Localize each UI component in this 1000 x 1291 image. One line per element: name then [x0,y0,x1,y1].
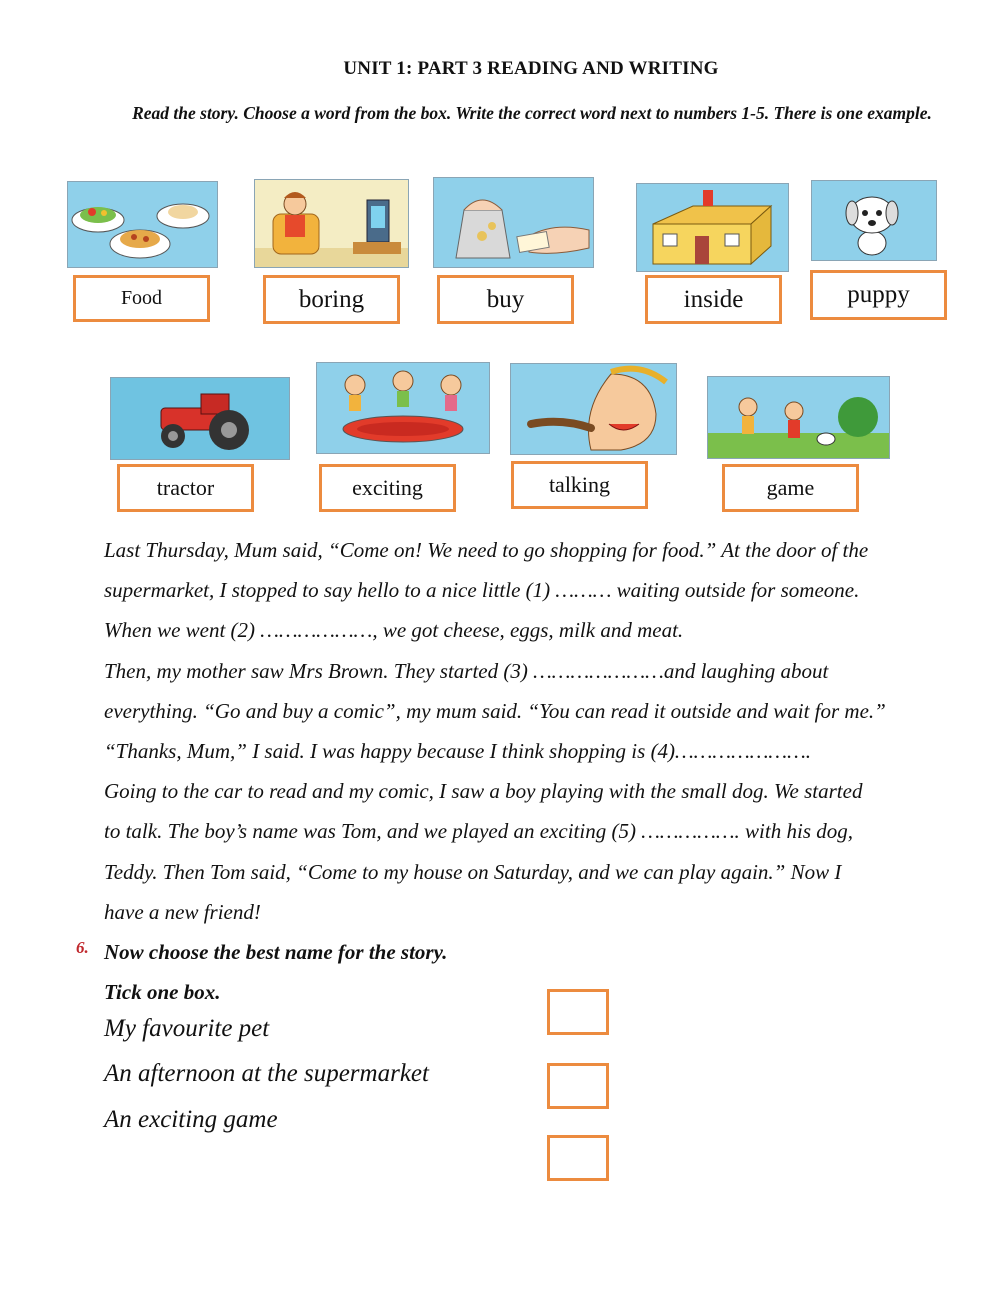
buy-illustration [434,178,593,267]
inside-illustration [637,184,788,271]
talking-illustration [511,364,676,454]
food-illustration [68,182,217,267]
question-instruction: Tick one box. [104,980,221,1004]
word-puppy: puppy [847,281,910,308]
game-illustration [708,377,889,458]
word-box-food [73,275,210,322]
story-line: When we went (2) ………………, we got cheese, eggs, milk and meat. [104,618,684,643]
word-boring: boring [298,285,365,313]
word-box-game [722,464,859,512]
tractor-illustration [111,378,289,459]
word-box-inside [645,275,782,324]
story-line: Last Thursday, Mum said, “Come on! We need to go shopping for food.” At the door of the [104,538,869,562]
boring-picture [254,179,409,268]
food-picture [67,181,218,268]
story-line: to talk. The boy’s name was Tom, and we played an exciting (5) ……………. with his dog, [104,819,853,844]
word-box-puppy [810,270,947,320]
boring-illustration [255,180,408,267]
word-tractor: tractor [156,475,215,500]
word-game: game [766,475,815,500]
word-box-boring [263,275,400,324]
tick-box-option-2[interactable] [547,1063,609,1109]
story-line: have a new friend! [104,899,261,924]
word-box-tractor [117,464,254,512]
word-box-talking [511,461,648,509]
word-inside: inside [683,285,744,313]
puppy-picture [811,180,937,261]
story-line: Going to the car to read and my comic, I saw a boy playing with the small dog. We started [104,779,863,804]
tractor-picture [110,377,290,460]
inside-picture [636,183,789,272]
question-number: 6. [76,938,89,957]
talking-picture [510,363,677,455]
word-box-exciting [319,464,456,512]
page-title: UNIT 1: PART 3 READING AND WRITING [343,58,719,79]
question-prompt: Now choose the best name for the story. [104,940,448,964]
option-label: An afternoon at the supermarket [104,1060,429,1087]
question-6 [104,932,447,1012]
tick-box-option-3[interactable] [547,1135,609,1181]
puppy-illustration [812,181,936,260]
tick-box-option-1[interactable] [547,989,609,1035]
exciting-picture [316,362,490,454]
story-line: Then, my mother saw Mrs Brown. They started (3) …………………and laughing about [104,658,829,683]
word-exciting: exciting [352,475,423,500]
story-line: Teddy. Then Tom said, “Come to my house on Saturday, and we can play again.” Now I [104,859,842,884]
word-buy: buy [486,285,525,313]
word-talking: talking [548,472,611,497]
instructions: Read the story. Choose a word from the box. Write the correct word next to numbers 1-5. There is one example. [132,103,932,123]
buy-picture [433,177,594,268]
option-label: An exciting game [104,1106,278,1133]
exciting-illustration [317,363,489,453]
story-line: “Thanks, Mum,” I said. I was happy because I think shopping is (4)…………………. [104,739,812,764]
story-line: everything. “Go and buy a comic”, my mum said. “You can read it outside and wait for me.” [104,698,886,723]
game-picture [707,376,890,459]
story-text [104,530,974,932]
word-box-buy [437,275,574,324]
option-label: My favourite pet [104,1015,270,1042]
word-food: Food [120,287,163,309]
story-line: supermarket, I stopped to say hello to a nice little (1) ……… waiting outside for someone. [104,578,860,603]
